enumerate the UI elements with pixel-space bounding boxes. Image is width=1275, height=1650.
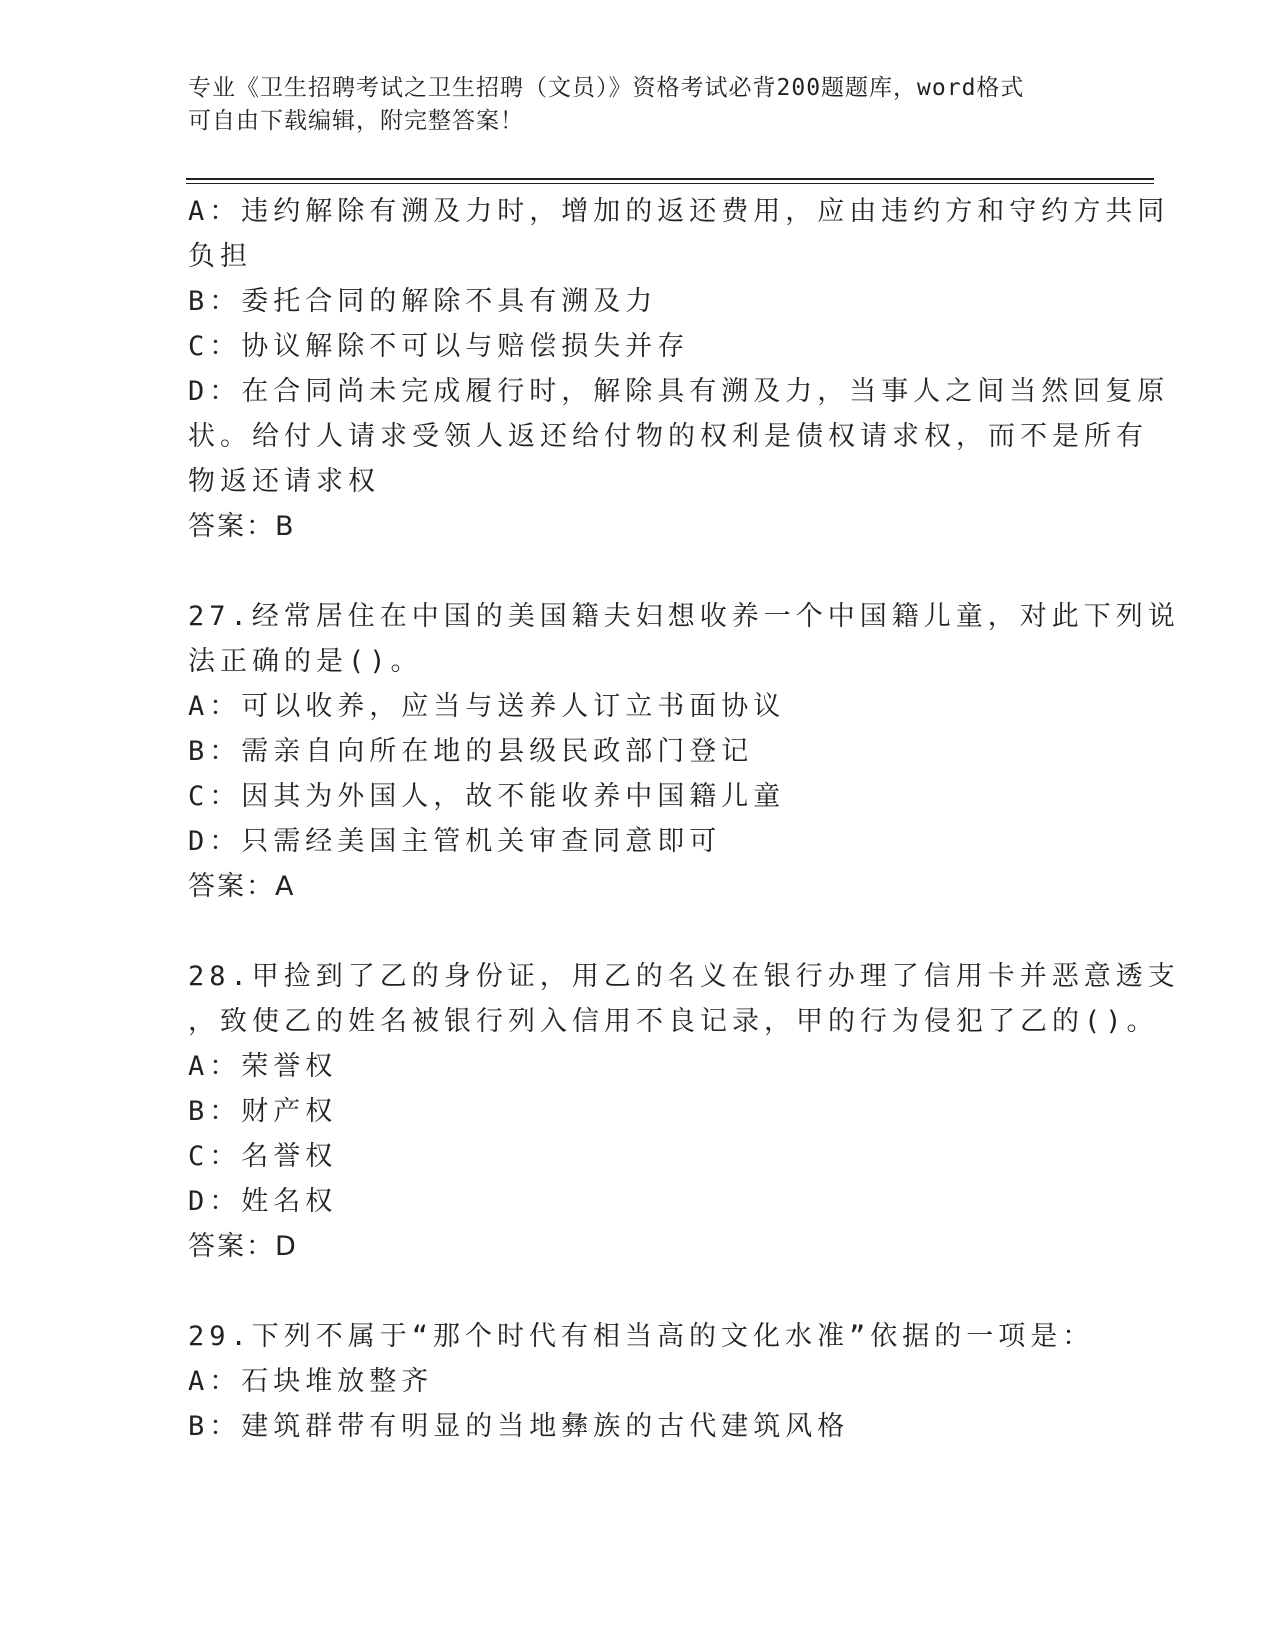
header-line-2: 可自由下载编辑，附完整答案！ bbox=[188, 108, 524, 134]
q26-option-d-line-3: 物返还请求权 bbox=[188, 466, 380, 497]
q26-option-a-line-1: A：违约解除有溯及力时，增加的返还费用，应由违约方和守约方共同 bbox=[188, 196, 1170, 227]
header-line-1: 专业《卫生招聘考试之卫生招聘（文员）》资格考试必背200题题库，word格式 bbox=[188, 75, 1025, 101]
document-header bbox=[188, 72, 1068, 138]
q26-answer: 答案：B bbox=[188, 511, 296, 542]
q28-option-a: A：荣誉权 bbox=[188, 1051, 338, 1082]
q28-option-b: B：财产权 bbox=[188, 1096, 338, 1127]
header-divider-thin bbox=[186, 183, 1154, 184]
q26-option-b: B：委托合同的解除不具有溯及力 bbox=[188, 286, 658, 317]
q29-stem: 29.下列不属于“那个时代有相当高的文化水准”依据的一项是： bbox=[188, 1321, 1095, 1352]
header-divider-thick bbox=[186, 178, 1154, 180]
q27-stem-line-1: 27.经常居住在中国的美国籍夫妇想收养一个中国籍儿童，对此下列说 bbox=[188, 601, 1180, 632]
q27-option-d: D：只需经美国主管机关审查同意即可 bbox=[188, 826, 722, 857]
question-28-block bbox=[188, 954, 1180, 1269]
q27-option-a: A：可以收养，应当与送养人订立书面协议 bbox=[188, 691, 786, 722]
q27-option-b: B：需亲自向所在地的县级民政部门登记 bbox=[188, 736, 754, 767]
q28-stem-line-2: ，致使乙的姓名被银行列入信用不良记录，甲的行为侵犯了乙的()。 bbox=[188, 1006, 1159, 1037]
q27-option-c: C：因其为外国人，故不能收养中国籍儿童 bbox=[188, 781, 786, 812]
q28-option-c: C：名誉权 bbox=[188, 1141, 338, 1172]
q26-option-c: C：协议解除不可以与赔偿损失并存 bbox=[188, 331, 690, 362]
q26-option-a-line-2: 负担 bbox=[188, 241, 252, 272]
spacer bbox=[188, 549, 1088, 594]
q29-option-b: B：建筑群带有明显的当地彝族的古代建筑风格 bbox=[188, 1411, 850, 1442]
question-26-block bbox=[188, 189, 1170, 549]
question-29-block bbox=[188, 1314, 1095, 1449]
question-content bbox=[188, 189, 1180, 1449]
spacer bbox=[188, 1269, 1088, 1314]
q26-option-d-line-1: D：在合同尚未完成履行时，解除具有溯及力，当事人之间当然回复原 bbox=[188, 376, 1170, 407]
spacer bbox=[188, 909, 1088, 954]
q28-option-d: D：姓名权 bbox=[188, 1186, 338, 1217]
q29-option-a: A：石块堆放整齐 bbox=[188, 1366, 434, 1397]
q27-answer: 答案：A bbox=[188, 871, 296, 902]
q27-stem-line-2: 法正确的是()。 bbox=[188, 646, 423, 677]
question-27-block bbox=[188, 594, 1180, 909]
q26-option-d-line-2: 状。给付人请求受领人返还给付物的权利是债权请求权，而不是所有 bbox=[188, 421, 1148, 452]
q28-stem-line-1: 28.甲捡到了乙的身份证，用乙的名义在银行办理了信用卡并恶意透支 bbox=[188, 961, 1180, 992]
q28-answer: 答案：D bbox=[188, 1231, 298, 1262]
